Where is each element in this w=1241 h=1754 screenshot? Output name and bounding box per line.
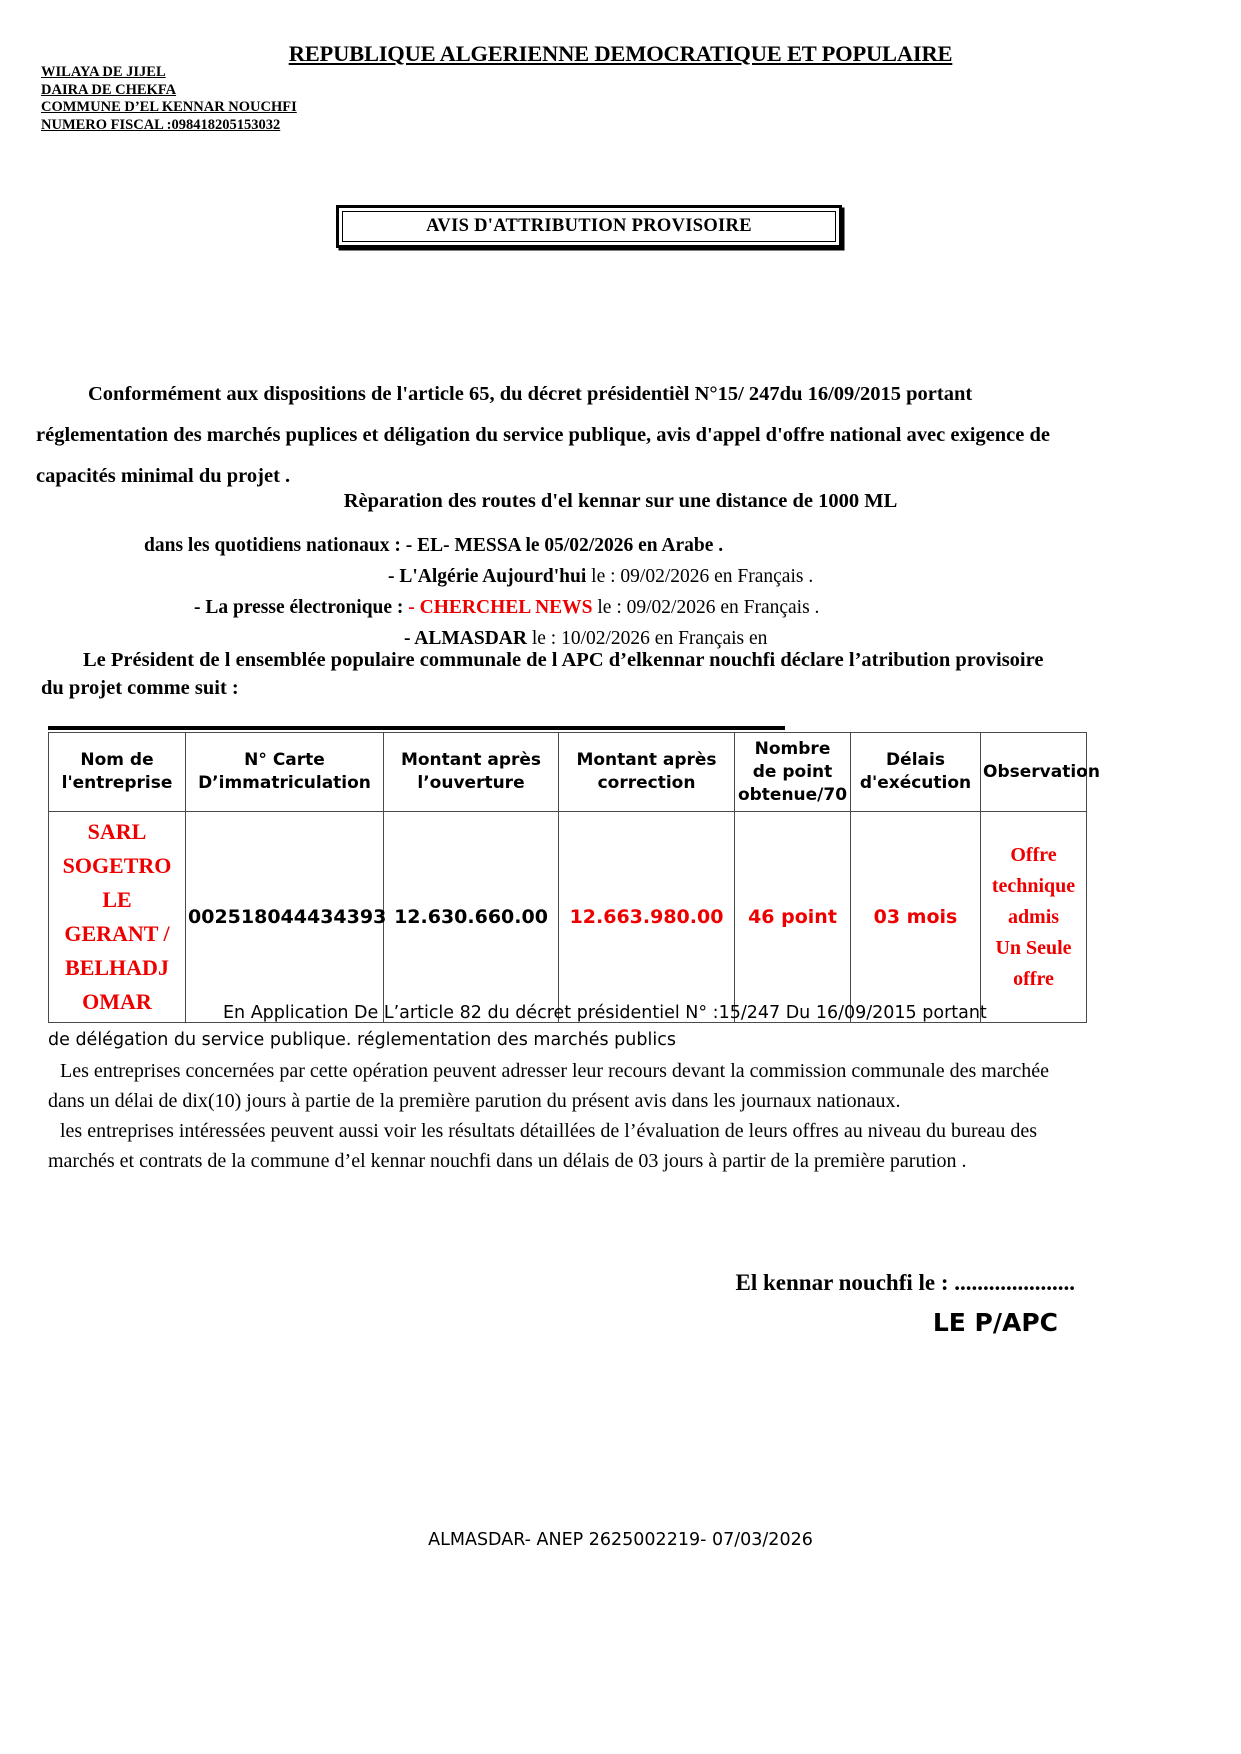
application-article-line-1: En Application De L’article 82 du décret présidentiel N° :15/247 Du 16/09/2015 portant [223, 1003, 987, 1023]
application-article-line-2: de délégation du service publique. réglementation des marchés publics [48, 1030, 676, 1050]
results-paragraph: les entreprises intéressées peuvent aussi voir les résultats détaillées de l’évaluation de leurs offres au niveau du bureau des marchés et contrats de la commune d’el kennar nouchfi dans un délais de 03 jours à partir de la première parution . [48, 1120, 1038, 1172]
admin-line-wilaya: WILAYA DE JIJEL [41, 64, 166, 80]
table-top-rule [48, 726, 785, 730]
admin-line-fiscal-number: NUMERO FISCAL :098418205153032 [41, 116, 281, 133]
cell-points: 46 point [735, 812, 851, 1023]
president-declaration-paragraph [41, 646, 1061, 702]
cell-deadline: 03 mois [851, 812, 981, 1023]
table-header-company: Nom de l'entreprise [49, 733, 186, 812]
project-description-text: Rèparation des routes d'el kennar sur une distance de 1000 ML [343, 490, 898, 512]
application-article-block [48, 1000, 1088, 1054]
main-paragraph-text: Conformément aux dispositions de l'article 65, du décret présidentièl N°15/ 247du 16/09/2015 portant réglementation des marchés puplices et déligation du service publique, avis d'appel d'offre national avec exigence de capacités minimal du projet . [36, 383, 1050, 487]
press-line-elmessa [36, 530, 1096, 561]
signature-place-date: El kennar nouchfi le : ..................... [735, 1270, 1075, 1295]
notes-block [48, 1056, 1088, 1176]
republic-title-text: REPUBLIQUE ALGERIENNE DEMOCRATIQUE ET POPULAIRE [288, 41, 953, 66]
notice-title-label: AVIS D'ATTRIBUTION PROVISOIRE [426, 216, 752, 236]
press-line-electronic-date: le : 09/02/2026 en Français . [597, 597, 820, 618]
press-line-almasdar-name: - ALMASDAR [404, 628, 527, 649]
table-row [49, 812, 1087, 1023]
table-header-points: Nombre de point obtenue/70 [735, 733, 851, 812]
table-header-deadline: Délais d'exécution [851, 733, 981, 812]
table-header-amount-corrected: Montant après correction [559, 733, 735, 812]
press-line-electronic [36, 592, 1096, 623]
table-header-row [49, 733, 1087, 812]
cell-registration-number: 002518044434393 [186, 812, 384, 1023]
table-header-registration: N° Carte D’immatriculation [186, 733, 384, 812]
notice-title-box [336, 205, 842, 248]
footer-reference: ALMASDAR- ANEP 2625002219- 07/03/2026 [428, 1530, 813, 1550]
admin-line-daira: DAIRA DE CHEKFA [41, 81, 177, 98]
signature-role: LE P/APC [932, 1308, 1058, 1337]
press-line-electronic-dash: - [408, 597, 415, 618]
table-header-observation: Observation [981, 733, 1087, 812]
press-line-almasdar-date: le : 10/02/2026 en Français en [531, 628, 768, 649]
press-publication-block [36, 530, 1096, 654]
cell-amount-corrected: 12.663.980.00 [559, 812, 735, 1023]
cell-amount-opening: 12.630.660.00 [384, 812, 559, 1023]
press-line-algerie-aujourdhui [36, 561, 1096, 592]
cell-observation: Offre technique admis Un Seule offre [981, 812, 1087, 1023]
press-line-algerie-date: le : 09/02/2026 en Français . [591, 566, 814, 587]
table-header-amount-opening: Montant après l’ouverture [384, 733, 559, 812]
project-description-line [0, 490, 1241, 513]
recourse-paragraph: Les entreprises concernées par cette opération peuvent adresser leur recours devant la commission communale des marchée dans un délai de dix(10) jours à partie de la première parution du présent avis dans les journaux nationaux. [48, 1060, 1050, 1112]
press-line-elmessa-text: dans les quotidiens nationaux : - EL- MESSA le 05/02/2026 en Arabe . [144, 535, 724, 556]
press-line-algerie-name: - L'Algérie Aujourd'hui [388, 566, 587, 587]
press-line-cherchel-news-name: CHERCHEL NEWS [419, 597, 593, 618]
table-head [49, 733, 1100, 812]
main-paragraph [36, 374, 1056, 497]
attribution-table [48, 732, 1100, 1023]
table-body [49, 812, 1087, 1023]
admin-line-commune: COMMUNE D’EL KENNAR NOUCHFI [41, 99, 297, 115]
notice-title-box-inner-border [342, 211, 836, 242]
press-line-electronic-prefix: - La presse électronique : [194, 597, 404, 618]
president-declaration-text: Le Président de l ensemblée populaire communale de l APC d’elkennar nouchfi déclare l’atribution provisoire du projet comme suit : [41, 649, 1044, 699]
administrative-header-block [41, 64, 297, 134]
cell-company-name: SARL SOGETRO LE GERANT / BELHADJ OMAR [49, 812, 186, 1023]
